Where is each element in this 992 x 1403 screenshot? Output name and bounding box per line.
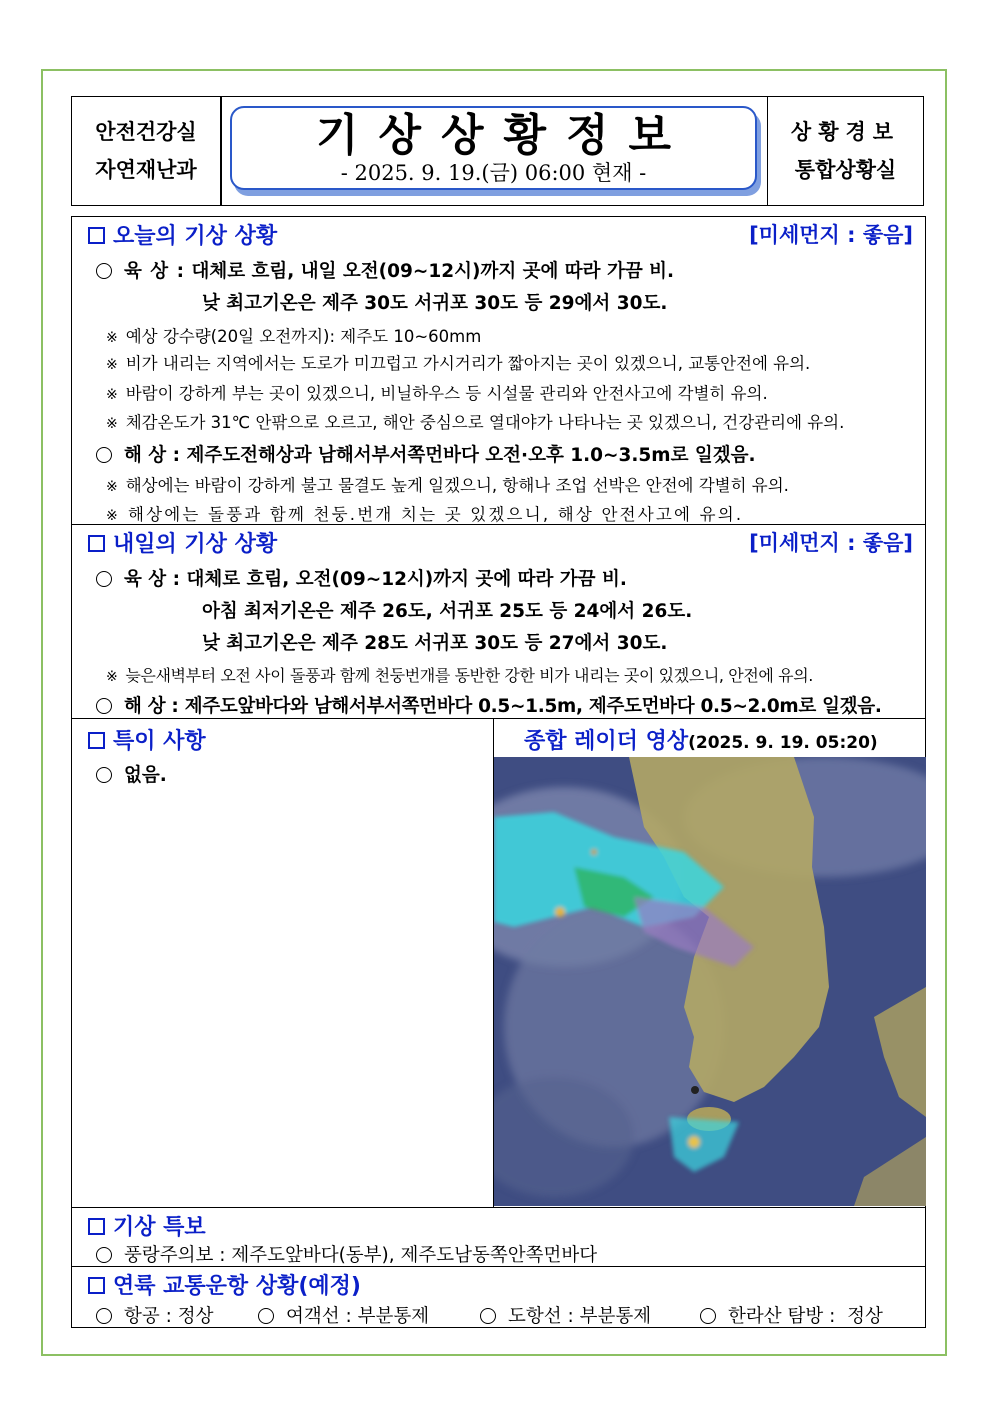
radar-image [494, 757, 926, 1206]
traffic-ferry: 여객선 : 부분통제 [258, 1302, 429, 1328]
traffic-island-ferry: 도항선 : 부분통제 [480, 1302, 651, 1328]
circle-bullet-icon [96, 698, 112, 714]
radar-title: 종합 레이더 영상(2025. 9. 19. 05:20) [524, 729, 878, 754]
warning-item: 풍랑주의보 : 제주도앞바다(동부), 제주도남동쪽안쪽먼바다 [96, 1241, 597, 1267]
issuer-right [768, 97, 923, 205]
today-note: ※ 예상 강수량(20일 오전까지): 제주도 10~60mm [106, 327, 482, 346]
issuer-left [72, 97, 220, 205]
today-sea-note: ※ 해상에는 바람이 강하게 불고 물결도 높게 일겠으니, 항해나 조업 선박은 안전에 각별히 유의. [106, 476, 789, 495]
today-note: ※ 비가 내리는 지역에서는 도로가 미끄럽고 가시거리가 짧아지는 곳이 있겠으니, 교통안전에 유의. [106, 354, 811, 373]
checkbox-icon [88, 1218, 105, 1235]
tomorrow-land: 육 상 : 대체로 흐림, 오전(09~12시)까지 곳에 따라 가끔 비. [96, 565, 627, 591]
document-title: 기상상황정보 [315, 110, 692, 161]
tomorrow-dust: [미세먼지 : 좋음] [749, 531, 913, 555]
dept-name: 안전건강실 [95, 120, 197, 144]
checkbox-icon [88, 732, 105, 749]
today-land-temp: 낮 최고기온은 제주 30도 서귀포 30도 등 29에서 30도. [202, 293, 668, 314]
traffic-section [71, 1266, 926, 1328]
circle-bullet-icon [96, 447, 112, 463]
circle-bullet-icon [480, 1308, 496, 1324]
circle-bullet-icon [96, 571, 112, 587]
warning-section [71, 1207, 926, 1267]
circle-bullet-icon [96, 1247, 112, 1263]
circle-bullet-icon [700, 1308, 716, 1324]
circle-bullet-icon [96, 767, 112, 783]
situation-room: 통합상황실 [794, 158, 897, 182]
circle-bullet-icon [96, 263, 112, 279]
title-box [230, 106, 757, 190]
today-note: ※ 바람이 강하게 부는 곳이 있겠으니, 비닐하우스 등 시설물 관리와 안전사고에 각별히 유의. [106, 384, 768, 403]
today-section [71, 216, 926, 525]
tomorrow-sea: 해 상 : 제주도앞바다와 남해서부서쪽먼바다 0.5~1.5m, 제주도먼바다 0.5~2.0m로 일겠음. [96, 692, 882, 718]
today-land: 육 상 : 대체로 흐림, 내일 오전(09~12시)까지 곳에 따라 가끔 비. [96, 257, 674, 283]
checkbox-icon [88, 535, 105, 552]
warning-title: 기상 특보 [88, 1210, 206, 1241]
traffic-air: 항공 : 정상 [96, 1302, 213, 1328]
radar-map-graphic [494, 757, 926, 1206]
checkbox-icon [88, 1277, 105, 1294]
circle-bullet-icon [96, 1308, 112, 1324]
tomorrow-note: ※ 늦은새벽부터 오전 사이 돌풍과 함께 천둥번개를 동반한 강한 비가 내리는 곳이 있겠으니, 안전에 유의. [106, 666, 813, 685]
tomorrow-section [71, 524, 926, 719]
today-title: 오늘의 기상 상황 [88, 219, 277, 250]
special-title: 특이 사항 [88, 724, 206, 755]
today-note: ※ 체감온도가 31℃ 안팎으로 오르고, 해안 중심으로 열대야가 나타나는 곳 있겠으니, 건강관리에 유의. [106, 413, 845, 432]
special-item: 없음. [96, 761, 167, 787]
circle-bullet-icon [258, 1308, 274, 1324]
tomorrow-title: 내일의 기상 상황 [88, 527, 277, 558]
traffic-hallasan: 한라산 탐방 : 정상 [700, 1302, 883, 1328]
traffic-title: 연륙 교통운항 상황(예정) [88, 1269, 361, 1300]
tomorrow-max-temp: 낮 최고기온은 제주 28도 서귀포 30도 등 27에서 30도. [202, 633, 668, 654]
document-header [71, 96, 924, 206]
today-sea-note: ※ 해상에는 돌풍과 함께 천둥.번개 치는 곳 있겠으니, 해상 안전사고에 유의. [106, 505, 744, 524]
tomorrow-min-temp: 아침 최저기온은 제주 26도, 서귀포 25도 등 24에서 26도. [202, 601, 693, 622]
today-sea: 해 상 : 제주도전해상과 남해서부서쪽먼바다 오전·오후 1.0~3.5m로 일겠음. [96, 441, 756, 467]
today-dust: [미세먼지 : 좋음] [749, 223, 913, 247]
divider [220, 97, 222, 205]
situation-label: 상황경보 [790, 120, 901, 144]
division-name: 자연재난과 [95, 158, 197, 182]
document-date: - 2025. 9. 19.(금) 06:00 현재 - [340, 161, 647, 185]
checkbox-icon [88, 227, 105, 244]
radar-site-marker [691, 1086, 699, 1094]
